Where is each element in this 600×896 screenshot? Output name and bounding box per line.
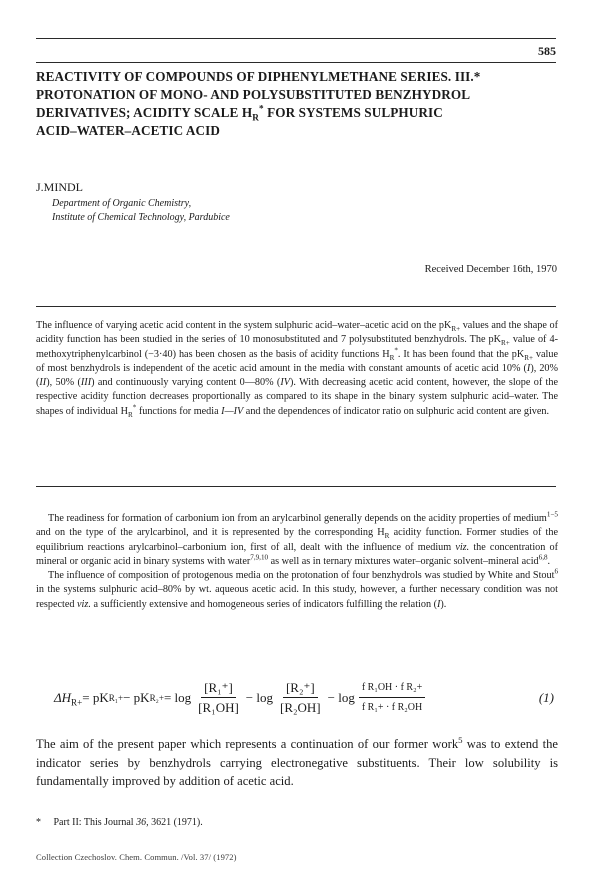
fraction-activity: $\frac{\text{f R₁OH · f R₂+}}{\text{f R₁+ · f R₂OH}}$ (359, 679, 425, 716)
department: Department of Organic Chemistry, (52, 198, 192, 209)
author-name: J.MINDL (36, 180, 83, 194)
abstract: The influence of varying acetic acid content in the system sulphuric acid–water–acetic acid on the $pK_{R+}$ values and the shape of acidity function has been studied in the series of 10 monosubstituted and 7 polysubstituted benzhydrols. The $pK_{R+}$ value of 4-methoxytriphenylcarbinol (−3·40) has been chosen as the basis of acidity functions $H_R^*$. It has been found that the $pK_{R+}$ value of most benzhydrols is independent of the acetic acid amount in the media with constant amounts of acetic acid 10% (I), 20% (II), 50% (III) and continuously varying content 0—80% (IV). With decreasing acetic acid content, however, the slope of the respective acidity function decreases proportionally as compared to its shape in the binary system sulphuric acid–water. The shapes of individual $H_R^*$ functions for media I—IV and the dependences of indicator ratio on sulphuric acid content are given. (36, 320, 558, 419)
equation-1: $\Delta H_{R+}$ = pK R₁+ − pK R₂+ = log $\frac{\text{[R₁⁺]}}{\text{[R₁OH]}}$ − log $\frac{\text{[R₂⁺]}}{\text{[R₂OH]}}$ − log $\frac{\text{f R₁OH · f R₂+}}{\text{f R₁+ · f R₂OH}}$ (1) (54, 680, 554, 715)
page-number: 585 (538, 44, 556, 58)
header-rule (36, 62, 556, 63)
paragraph-1: The readiness for formation of carbonium ion from an arylcarbinol generally depends on the acidity properties of medium$^{1-5}$ and on the type of the arylcarbinol, and it is represented by the corresponding $H_R$ acidity function. Former studies of the equilibrium reactions arylcarbinol–carbonium ion, first of all, dealt with the influence of medium viz. the concentration of mineral or organic acid in binary systems with water$^{7,9,10}$ as well as in ternary mixtures water–organic solvent–mineral acid$^{6,8}$. (36, 510, 558, 567)
article-title (36, 68, 560, 140)
fraction-r1: $\frac{\text{[R₁⁺]}}{\text{[R₁OH]}}$ (198, 680, 239, 715)
top-rule (36, 38, 556, 39)
title-line-2: PROTONATION OF MONO- AND POLYSUBSTITUTED BENZHYDROL (36, 87, 471, 102)
title-line-1: REACTIVITY OF COMPOUNDS OF DIPHENYLMETHANE SERIES. III.* (36, 69, 481, 84)
abstract-bottom-rule (36, 486, 556, 487)
body-text-large: The aim of the present paper which represents a continuation of our former work$^5$ was to extend the indicator series by benzhydrols carrying electronegative substituents. Their low solubility is fundamentally improved by addition of acetic acid. (36, 734, 558, 788)
footnote: * Part II: This Journal 36, 3621 (1971). (36, 817, 203, 828)
title-line-4: ACID–WATER–ACETIC ACID (36, 123, 221, 138)
affiliation (52, 197, 230, 225)
journal-footer: Collection Czechoslov. Chem. Commun. /Vol. 37/ (1972) (36, 852, 237, 862)
body-text (36, 512, 558, 612)
equation-label: (1) (538, 689, 554, 705)
received-date: Received December 16th, 1970 (424, 264, 557, 275)
paragraph-2: The influence of composition of protogenous media on the protonation of four benzhydrols was studied by White and Stout$^6$ in the systems sulphuric acid–80% by wt. aqueous acetic acid. In this study, however, a further necessary condition was not respected viz. a sufficiently extensive and homogeneous series of indicators fulfilling the relation (I). (36, 567, 558, 610)
abstract-top-rule (36, 306, 556, 307)
fraction-r2: $\frac{\text{[R₂⁺]}}{\text{[R₂OH]}}$ (280, 680, 321, 715)
title-line-3: DERIVATIVES; ACIDITY SCALE $H_R^*$ FOR SYSTEMS SULPHURIC (36, 103, 443, 123)
institute: Institute of Chemical Technology, Pardubice (52, 212, 230, 223)
